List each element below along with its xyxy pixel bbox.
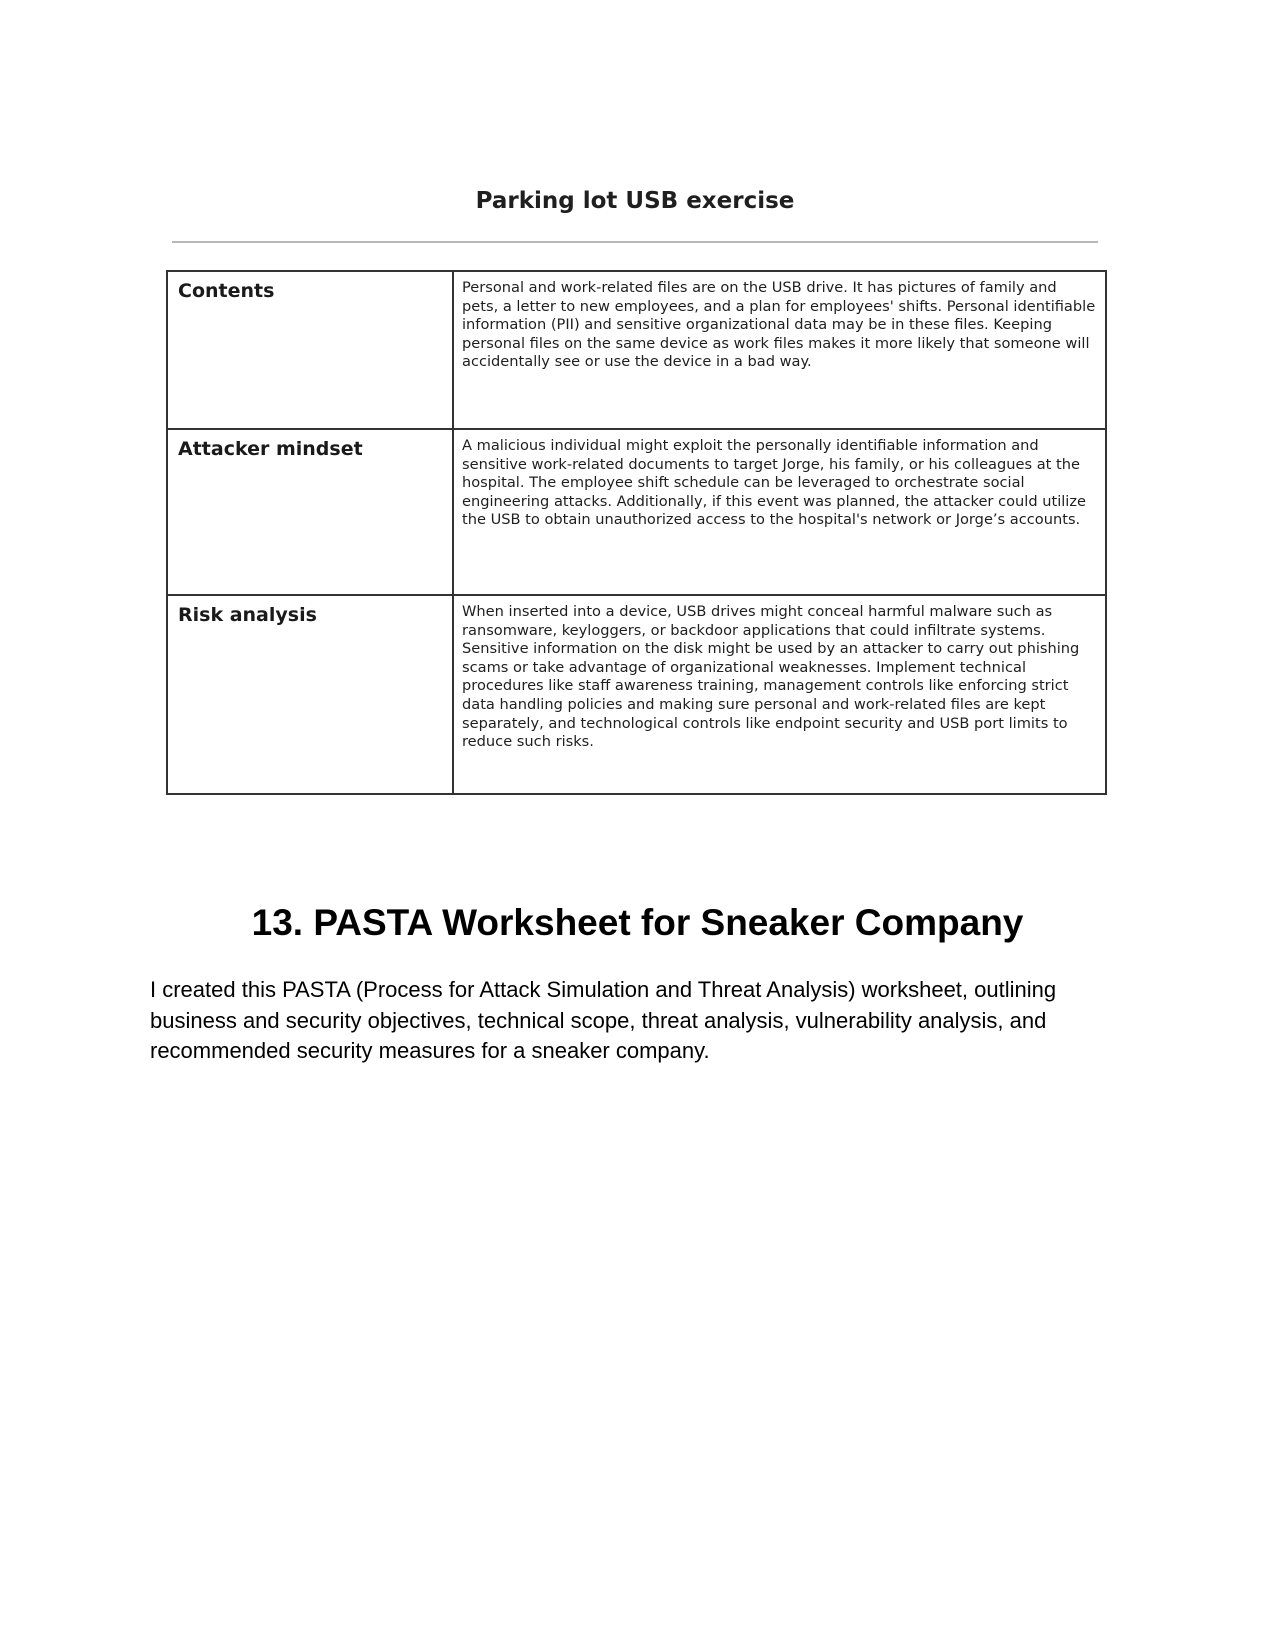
figure-divider (172, 241, 1098, 243)
table-row-attacker-mindset (167, 429, 1106, 595)
section-heading: 13. PASTA Worksheet for Sneaker Company (251, 902, 1024, 943)
section-body-paragraph: I created this PASTA (Process for Attack Simulation and Threat Analysis) worksheet, outlining business and security objectives, technical scope, threat analysis, vulnerability analysis, and recommended security measures for a sneaker company. (150, 977, 1057, 1063)
figure-title: Parking lot USB exercise (475, 188, 795, 214)
usb-exercise-table (166, 270, 1107, 795)
row-label-risk-analysis: Risk analysis (167, 595, 453, 794)
row-text-attacker-mindset: A malicious individual might exploit the personally identifiable information and sensitive work-related documents to target Jorge, his family, or his colleagues at the hospital. The employee shift schedule can be leveraged to orchestrate social engineering attacks. Additionally, if this event was planned, the attacker could utilize the USB to obtain unauthorized access to the hospital's network or Jorge’s accounts. (453, 429, 1106, 595)
row-text-risk-analysis: When inserted into a device, USB drives might conceal harmful malware such as ransomware, keyloggers, or backdoor applications that could infiltrate systems. Sensitive information on the disk might be used by an attacker to carry out phishing scams or take advantage of organizational weaknesses. Implement technical procedures like staff awareness training, management controls like enforcing strict data handling policies and making sure personal and work-related files are kept separately, and technological controls like endpoint security and USB port limits to reduce such risks. (453, 595, 1106, 794)
parking-lot-usb-figure (160, 160, 1110, 815)
row-label-attacker-mindset: Attacker mindset (167, 429, 453, 595)
table-row-contents (167, 271, 1106, 429)
table-row-risk-analysis (167, 595, 1106, 794)
row-text-contents: Personal and work-related files are on the USB drive. It has pictures of family and pets, a letter to new employees, and a plan for employees' shifts. Personal identifiable information (PII) and sensitive organizational data may be in these files. Keeping personal files on the same device as work files makes it more likely that someone will accidentally see or use the device in a bad way. (453, 271, 1106, 429)
row-label-contents: Contents (167, 271, 453, 429)
